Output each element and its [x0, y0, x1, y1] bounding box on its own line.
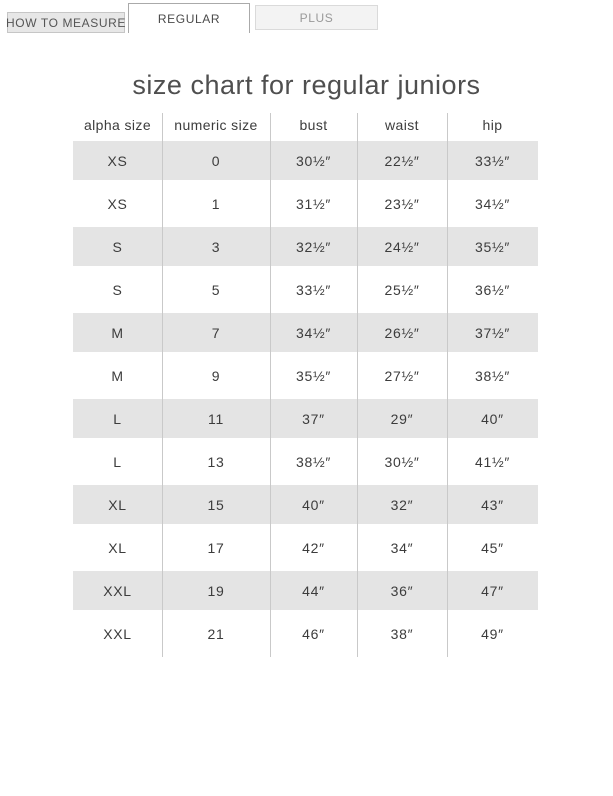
cell-alpha-size: M: [111, 324, 124, 341]
cell-bust: 31½″: [295, 195, 331, 212]
cell-bust: 42″: [302, 539, 325, 556]
cell-bust: 33½″: [295, 281, 331, 298]
cell-waist: 23½″: [384, 195, 420, 212]
cell-alpha-size: XS: [107, 152, 128, 169]
tab-how-to-measure[interactable]: [7, 12, 125, 33]
table-row: [73, 313, 538, 352]
cell-alpha-size: XL: [108, 496, 127, 513]
cell-waist: 24½″: [384, 238, 420, 255]
cell-bust: 40″: [302, 496, 325, 513]
table-row: [73, 141, 538, 180]
cell-waist: 26½″: [384, 324, 420, 341]
cell-numeric-size: 11: [208, 410, 224, 427]
cell-waist: 34″: [390, 539, 414, 556]
cell-numeric-size: 13: [207, 453, 225, 470]
column-divider: [270, 113, 271, 657]
cell-hip: 49″: [481, 625, 504, 642]
cell-hip: 34½″: [474, 195, 510, 212]
tab-plus-label: PLUS: [299, 10, 334, 25]
page-title: size chart for regular juniors: [132, 70, 481, 100]
cell-numeric-size: 5: [211, 281, 221, 298]
size-table: [73, 113, 538, 657]
cell-bust: 44″: [302, 582, 325, 599]
table-row: [73, 356, 538, 395]
cell-waist: 38″: [390, 625, 414, 642]
cell-numeric-size: 9: [211, 367, 221, 384]
cell-bust: 30½″: [295, 152, 331, 169]
cell-hip: 41½″: [474, 453, 510, 470]
table-row: [73, 227, 538, 266]
cell-hip: 36½″: [474, 281, 510, 298]
column-header-waist: waist: [385, 117, 419, 133]
table-row: [73, 485, 538, 524]
cell-hip: 40″: [481, 410, 504, 427]
column-header-alpha-size: alpha size: [83, 117, 152, 133]
cell-alpha-size: S: [112, 281, 123, 298]
cell-waist: 22½″: [384, 152, 420, 169]
cell-waist: 32″: [390, 496, 414, 513]
cell-numeric-size: 3: [211, 238, 221, 255]
cell-hip: 38½″: [474, 367, 510, 384]
cell-bust: 35½″: [295, 367, 331, 384]
column-divider: [447, 113, 448, 657]
cell-bust: 32½″: [295, 238, 331, 255]
cell-hip: 45″: [481, 539, 504, 556]
cell-alpha-size: XS: [107, 195, 128, 212]
cell-alpha-size: L: [113, 410, 122, 427]
cell-numeric-size: 17: [207, 539, 225, 556]
cell-hip: 47″: [481, 582, 504, 599]
table-row: [73, 270, 538, 309]
table-row: [73, 184, 538, 223]
cell-numeric-size: 19: [207, 582, 225, 599]
cell-waist: 36″: [390, 582, 414, 599]
cell-numeric-size: 21: [207, 625, 225, 642]
cell-numeric-size: 1: [211, 195, 221, 212]
table-row: [73, 571, 538, 610]
cell-bust: 34½″: [295, 324, 331, 341]
cell-waist: 25½″: [384, 281, 420, 298]
cell-alpha-size: XXL: [103, 582, 132, 599]
cell-alpha-size: XL: [108, 539, 127, 556]
cell-bust: 37″: [302, 410, 325, 427]
cell-bust: 46″: [302, 625, 325, 642]
cell-numeric-size: 15: [207, 496, 225, 513]
cell-alpha-size: M: [111, 367, 124, 384]
cell-alpha-size: L: [113, 453, 122, 470]
column-divider: [162, 113, 163, 657]
column-header-hip: hip: [482, 117, 503, 133]
cell-alpha-size: XXL: [103, 625, 132, 642]
cell-alpha-size: S: [112, 238, 123, 255]
table-header-row: [73, 113, 538, 137]
cell-waist: 27½″: [384, 367, 420, 384]
cell-numeric-size: 0: [211, 152, 221, 169]
table-row: [73, 614, 538, 653]
column-header-bust: bust: [299, 117, 328, 133]
column-divider: [357, 113, 358, 657]
cell-numeric-size: 7: [211, 324, 221, 341]
table-row: [73, 442, 538, 481]
table-body: [73, 141, 538, 653]
tab-how-to-measure-label: HOW TO MEASURE: [6, 15, 126, 30]
cell-bust: 38½″: [295, 453, 331, 470]
cell-waist: 29″: [390, 410, 414, 427]
cell-hip: 43″: [481, 496, 504, 513]
cell-hip: 37½″: [474, 324, 510, 341]
column-header-numeric-size: numeric size: [174, 117, 258, 133]
tab-plus[interactable]: [255, 5, 378, 30]
cell-waist: 30½″: [384, 453, 420, 470]
cell-hip: 35½″: [474, 238, 510, 255]
tab-regular-label: REGULAR: [157, 11, 221, 26]
tab-regular[interactable]: [128, 3, 250, 33]
table-row: [73, 528, 538, 567]
cell-hip: 33½″: [474, 152, 510, 169]
table-row: [73, 399, 538, 438]
